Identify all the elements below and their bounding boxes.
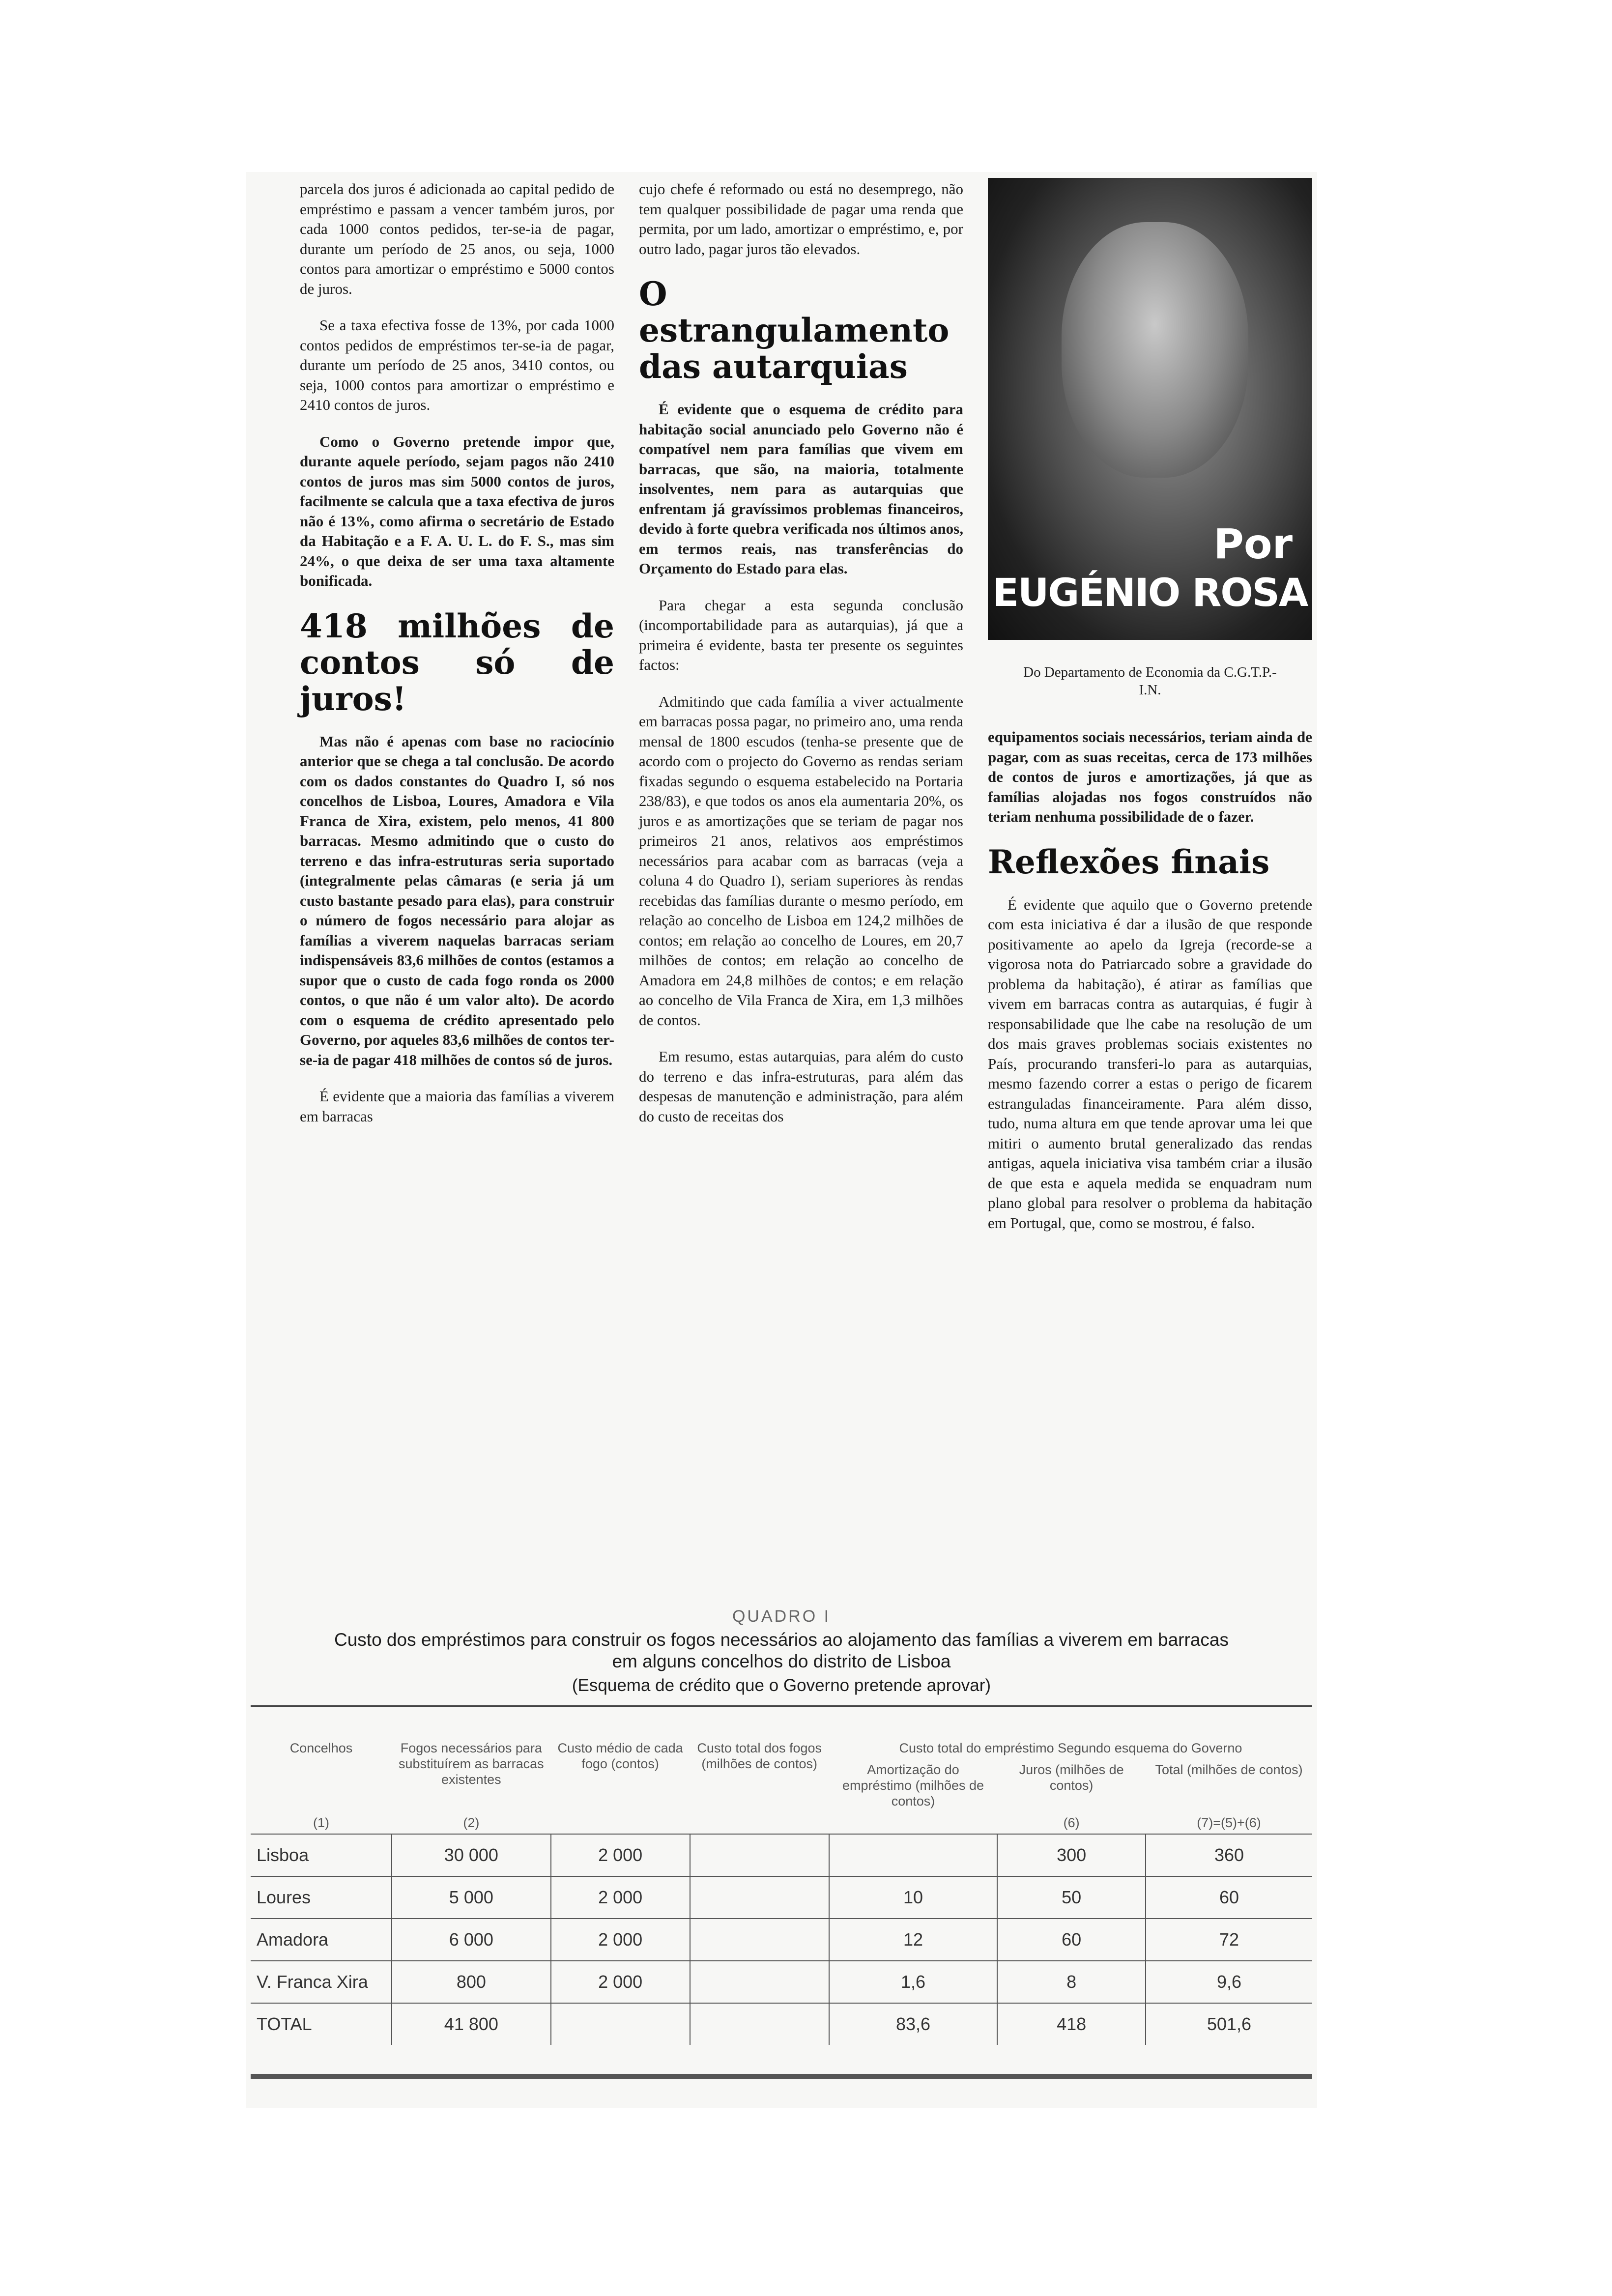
col2-paragraph-5: Em resumo, estas autarquias, para além do custo do terreno e das infra-estruturas, para além das despesas de manutenção e administração, para além do custo de receitas dos bbox=[639, 1048, 963, 1125]
cell-custo-total bbox=[690, 2003, 829, 2045]
col3-paragraph-2: É evidente que aquilo que o Governo pretende com esta iniciativa é dar a ilusão de que responde positivamente ao apelo da Igreja (recorde-se a vigorosa nota do Patriarcado sobre a gravidade do problema da habitação), é atirar as famílias que vivem em barracas contra as autarquias, é fugir à responsabilidade que lhe cabe na resolução de um dos mais graves problemas sociais existentes no País, procurando transferi-lo para as autarquias, mesmo fazendo correr a estas o perigo de ficarem estranguladas financeiramente. Para além disso, tudo, numa altura em que tende aprovar uma lei que mitiri o aumento brutal generalizado das rendas antigas, aquela iniciativa visa também criar a ilusão de que esta e aquela medida se enquadram num plano global para resolver o problema da habitação em Portugal, que, como se mostrou, é falso. bbox=[988, 895, 1312, 1232]
header-amortizacao: Amortização do empréstimo (milhões de contos) bbox=[842, 1762, 984, 1808]
newspaper-clipping bbox=[246, 172, 1317, 2108]
col2-heading: O estrangulamento das autarquias bbox=[639, 275, 950, 386]
col2-paragraph-1: cujo chefe é reformado ou está no desemprego, não tem qualquer possibilidade de pagar uma renda que permita, por um lado, amortizar o empréstimo, e, por outro lado, pagar juros tão elevados. bbox=[639, 180, 963, 258]
header-group: Custo total do empréstimo Segundo esquema do Governo bbox=[899, 1741, 1242, 1755]
cell-juros: 300 bbox=[997, 1834, 1146, 1876]
col3-heading: Reflexões finais bbox=[988, 842, 1270, 881]
col1-heading: 418 milhões de contos só de juros! bbox=[300, 606, 614, 718]
byline-name: EUGÉNIO ROSA bbox=[992, 571, 1308, 615]
cell-custo-total bbox=[690, 1961, 829, 2003]
col2-paragraph-4: Admitindo que cada família a viver actualmente em barracas possa pagar, no primeiro ano, uma renda mensal de 1800 escudos (tenha-se presente que de acordo com o projecto do Governo as rendas seriam fixadas segundo o esquema estabelecido na Portaria 238/83), e que todos os anos ela aumentaria 20%, os juros e as amortizações que se teriam de pagar nos primeiros 21 anos, relativos aos empréstimos necessários para acabar com as barracas (veja a coluna 4 do Quadro I), seriam superiores às rendas recebidas das famílias durante o mesmo período, em relação ao concelho de Lisboa em 124,2 milhões de contos; em relação ao concelho de Loures, em 20,7 milhões de contos; em relação ao concelho de Amadora em 24,8 milhões de contos; e em relação ao concelho de Vila Franca de Xira, em 1,3 milhões de contos. bbox=[639, 692, 963, 1029]
header-custo-medio: Custo médio de cada fogo (contos) bbox=[557, 1741, 683, 1771]
cell-amortizacao: 83,6 bbox=[829, 2003, 997, 2045]
cell-custo-total bbox=[690, 1876, 829, 1919]
column-1 bbox=[300, 179, 614, 1143]
table-title: Custo dos empréstimos para construir os fogos necessários ao alojamento das famílias a viverem em barracas em alguns concelhos do distrito de Lisboa bbox=[334, 1630, 1229, 1671]
colnum-1: (1) bbox=[313, 1815, 330, 1830]
col1-paragraph-1: parcela dos juros é adicionada ao capital pedido de empréstimo e passam a vencer também juros, por cada 1000 contos pedidos, ter-se-ia de pagar, durante um período de 25 anos, ou seja, 1000 contos para amortizar o empréstimo e 5000 contos de juros. bbox=[300, 180, 614, 297]
cell-amortizacao: 10 bbox=[829, 1876, 997, 1919]
author-photo bbox=[988, 178, 1312, 640]
col2-paragraph-2: É evidente que o esquema de crédito para habitação social anunciado pelo Governo não é compatível nem para famílias que vivem em barracas, que são, na maioria, totalmente insolventes, nem para as autarquias que enfrentam já gravíssimos problemas financeiros, devido à forte quebra verificada nos últimos anos, em termos reais, nas transferências do Orçamento do Estado para elas. bbox=[639, 401, 963, 577]
cell-custo-medio: 2 000 bbox=[551, 1919, 690, 1961]
author-portrait bbox=[1062, 222, 1248, 478]
col3-paragraph-1: equipamentos sociais necessários, teriam ainda de pagar, com as suas receitas, cerca de 173 milhões de contos de juros e amortizações, já que as famílias alojadas nos fogos construídos não teriam nenhuma possibilidade de o fazer. bbox=[988, 728, 1312, 825]
cell-concelho: Loures bbox=[251, 1876, 392, 1919]
table-top-rule bbox=[251, 1705, 1312, 1707]
column-3 bbox=[988, 727, 1312, 1250]
colnum-3 bbox=[551, 1812, 690, 1834]
colnum-5 bbox=[829, 1812, 997, 1834]
cell-amortizacao bbox=[829, 1834, 997, 1876]
cell-custo-medio: 2 000 bbox=[551, 1834, 690, 1876]
cell-custo-medio: 2 000 bbox=[551, 1961, 690, 2003]
cell-total: 72 bbox=[1146, 1919, 1312, 1961]
header-custo-total: Custo total dos fogos (milhões de contos) bbox=[697, 1741, 822, 1771]
cell-fogos: 41 800 bbox=[392, 2003, 551, 2045]
col2-paragraph-3: Para chegar a esta segunda conclusão (incomportabilidade para as autarquias), já que a primeira é evidente, basta ter presente os seguintes factos: bbox=[639, 596, 963, 673]
author-credit: Do Departamento de Economia da C.G.T.P.-I.N. bbox=[1023, 664, 1277, 698]
table-colnum-row bbox=[251, 1812, 1312, 1834]
table-row bbox=[251, 1961, 1312, 2003]
cell-concelho: V. Franca Xira bbox=[251, 1961, 392, 2003]
cell-juros: 50 bbox=[997, 1876, 1146, 1919]
cell-juros: 60 bbox=[997, 1919, 1146, 1961]
cell-fogos: 800 bbox=[392, 1961, 551, 2003]
table-row bbox=[251, 1876, 1312, 1919]
table-header-row bbox=[251, 1737, 1312, 1759]
colnum-6: (6) bbox=[1063, 1815, 1080, 1830]
col1-paragraph-2: Se a taxa efectiva fosse de 13%, por cada 1000 contos pedidos de empréstimos ter-se-ia de pagar, durante um período de 25 anos, 3410 contos, ou seja, 1000 contos para amortizar o empréstimo e 2410 contos de juros. bbox=[300, 316, 614, 413]
cell-custo-total bbox=[690, 1834, 829, 1876]
cell-total: 360 bbox=[1146, 1834, 1312, 1876]
col1-paragraph-4: Mas não é apenas com base no raciocínio anterior que se chega a tal conclusão. De acordo com os dados constantes do Quadro I, só nos concelhos de Lisboa, Loures, Amadora e Vila Franca de Xira, existem, pelo menos, 41 800 barracas. Mesmo admitindo que o custo do terreno e das infra-estruturas seria suportado (integralmente pelas câmaras (e seria já um custo bastante pesado para elas), para construir o número de fogos necessário para alojar as famílias a viverem naquelas barracas seriam indispensáveis 83,6 milhões de contos (estamos a supor que o custo de cada fogo ronda os 2000 contos, o que não é um valor alto). De acordo com o esquema de crédito apresentado pelo Governo, por aqueles 83,6 milhões de contos ter-se-ia de pagar 418 milhões de contos só de juros. bbox=[300, 732, 614, 1068]
cell-fogos: 6 000 bbox=[392, 1919, 551, 1961]
cell-total: 60 bbox=[1146, 1876, 1312, 1919]
table-label: QUADRO I bbox=[732, 1607, 831, 1626]
col1-paragraph-3: Como o Governo pretende impor que, durante aquele período, sejam pagos não 2410 contos de juros mas sim 5000 contos de juros, facilmente se calcula que a taxa efectiva de juros não é 13%, como afirma o secretário de Estado da Habitação e a F. A. U. L. do F. S., mas sim 24%, o que deixa de ser uma taxa altamente bonificada. bbox=[300, 432, 614, 589]
cell-custo-medio: 2 000 bbox=[551, 1876, 690, 1919]
cell-fogos: 30 000 bbox=[392, 1834, 551, 1876]
cell-amortizacao: 1,6 bbox=[829, 1961, 997, 2003]
cell-fogos: 5 000 bbox=[392, 1876, 551, 1919]
table-bottom-rule bbox=[251, 2074, 1312, 2079]
cell-concelho: Lisboa bbox=[251, 1834, 392, 1876]
header-juros: Juros (milhões de contos) bbox=[1019, 1762, 1124, 1793]
cell-total: 9,6 bbox=[1146, 1961, 1312, 2003]
cell-juros: 418 bbox=[997, 2003, 1146, 2045]
cell-juros: 8 bbox=[997, 1961, 1146, 2003]
colnum-2: (2) bbox=[463, 1815, 480, 1830]
colnum-7: (7)=(5)+(6) bbox=[1197, 1815, 1261, 1830]
quadro-table bbox=[251, 1737, 1312, 2045]
col1-paragraph-5: É evidente que a maioria das famílias a viverem em barracas bbox=[300, 1088, 614, 1125]
header-total: Total (milhões de contos) bbox=[1155, 1762, 1303, 1777]
byline-by: Por bbox=[1213, 520, 1293, 568]
colnum-4 bbox=[690, 1812, 829, 1834]
table-row bbox=[251, 1919, 1312, 1961]
cell-concelho: Amadora bbox=[251, 1919, 392, 1961]
cell-custo-total bbox=[690, 1919, 829, 1961]
header-fogos: Fogos necessários para substituírem as barracas existentes bbox=[399, 1741, 544, 1787]
cell-custo-medio bbox=[551, 2003, 690, 2045]
cell-concelho: TOTAL bbox=[251, 2003, 392, 2045]
table-total-row bbox=[251, 2003, 1312, 2045]
header-concelhos: Concelhos bbox=[289, 1741, 353, 1755]
table-row bbox=[251, 1834, 1312, 1876]
column-2 bbox=[639, 179, 963, 1143]
cell-amortizacao: 12 bbox=[829, 1919, 997, 1961]
cell-total: 501,6 bbox=[1146, 2003, 1312, 2045]
table-subtitle: (Esquema de crédito que o Governo pretende aprovar) bbox=[572, 1676, 991, 1695]
